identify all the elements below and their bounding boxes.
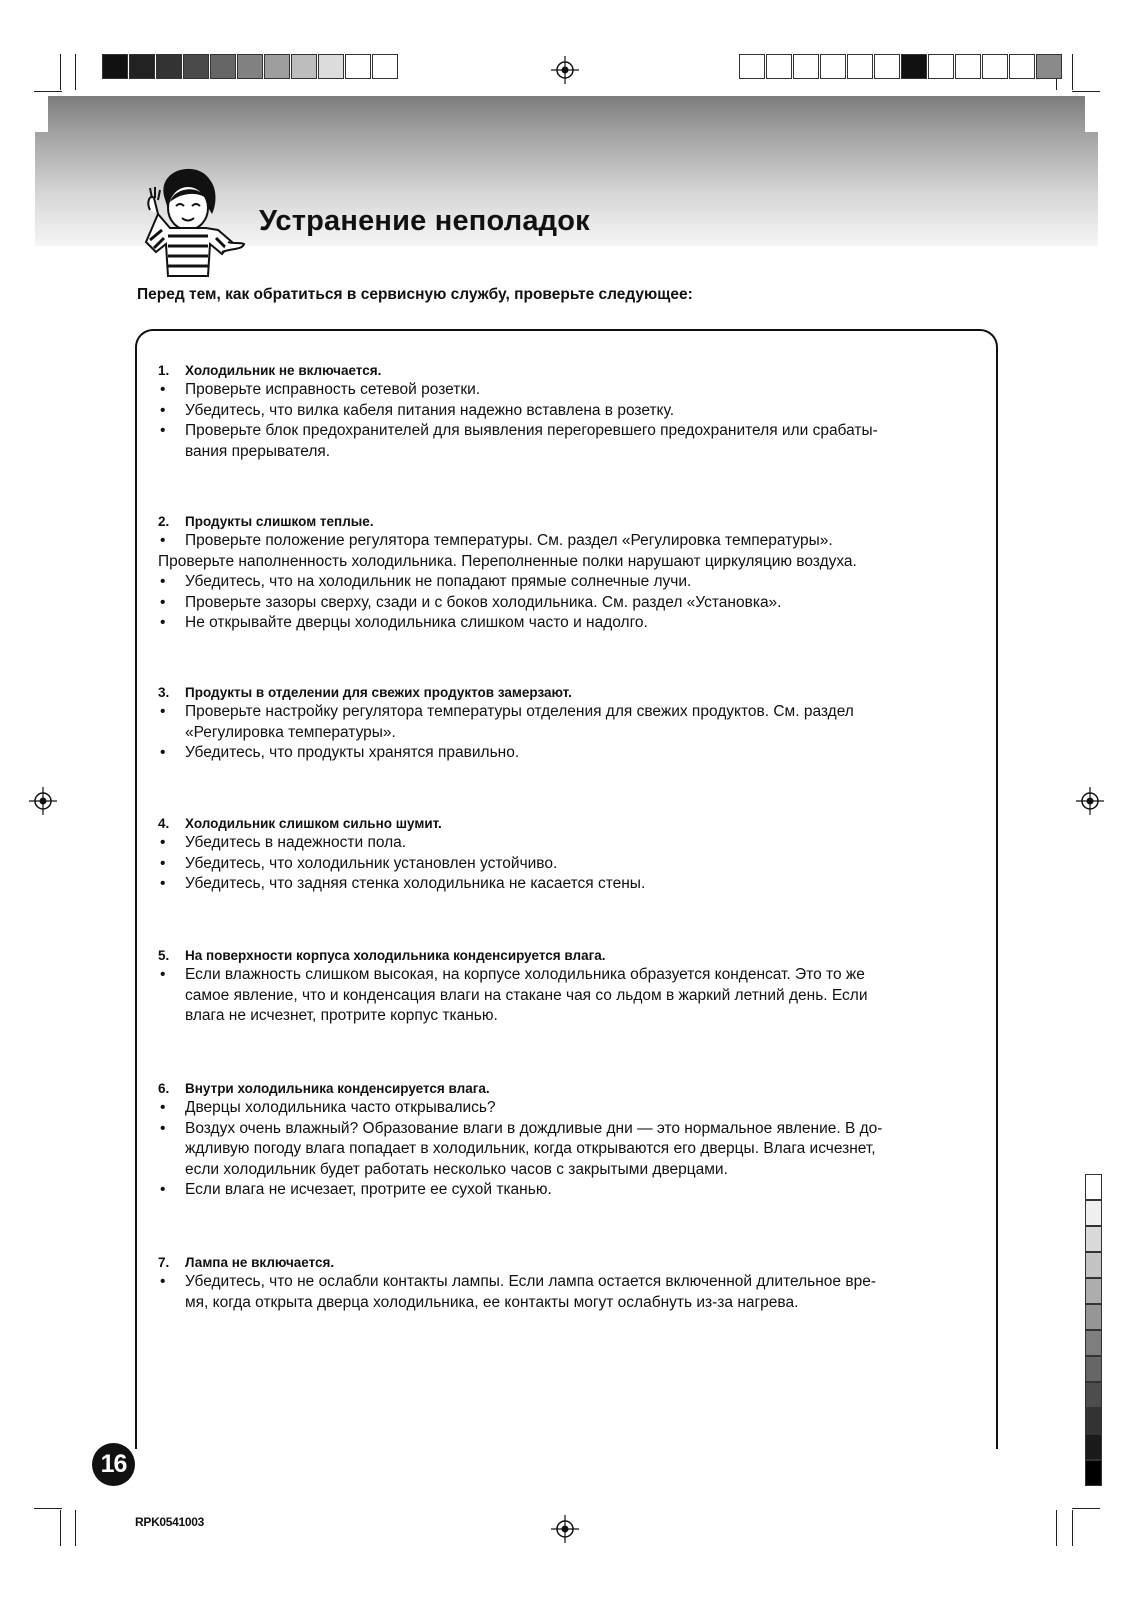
item-number: 7.	[158, 1255, 170, 1270]
bullet-icon: •	[160, 1099, 166, 1116]
calibration-swatch	[739, 54, 765, 79]
calibration-swatch	[820, 54, 846, 79]
waving-girl-mascot-icon	[136, 158, 248, 278]
crop-mark	[75, 1510, 76, 1546]
item-line: если холодильник будет работать несколько часов с закрытыми дверцами.	[185, 1160, 728, 1178]
item-heading	[158, 512, 958, 531]
calibration-swatch	[1036, 54, 1062, 79]
calibration-swatch	[1085, 1304, 1102, 1330]
crop-mark	[1072, 1508, 1100, 1509]
item-title: Холодильник слишком сильно шумит.	[185, 816, 442, 831]
calibration-swatch	[874, 54, 900, 79]
item-heading	[158, 683, 958, 702]
calibration-swatch	[210, 54, 236, 79]
item-line: • Проверьте блок предохранителей для выявления перегоревшего предохранителя или срабаты-	[158, 421, 958, 442]
item-line: • Убедитесь, что продукты хранятся правильно.	[158, 743, 958, 764]
crop-mark	[1072, 91, 1100, 92]
item-line: • Проверьте положение регулятора температуры. См. раздел «Регулировка температуры».	[158, 531, 958, 552]
calibration-swatch	[1085, 1356, 1102, 1382]
calibration-swatch	[1085, 1382, 1102, 1408]
item-line: вания прерывателя.	[185, 442, 331, 460]
bullet-icon: •	[160, 614, 166, 631]
bullet-icon: •	[160, 744, 166, 761]
troubleshooting-item	[158, 1079, 958, 1201]
calibration-swatch	[237, 54, 263, 79]
item-number: 5.	[158, 948, 170, 963]
item-line: • Дверцы холодильника часто открывались?	[158, 1098, 958, 1119]
calibration-swatch	[183, 54, 209, 79]
calibration-swatch	[1085, 1200, 1102, 1226]
bullet-icon: •	[160, 703, 166, 720]
calibration-swatch	[345, 54, 371, 79]
registration-mark-icon	[1076, 787, 1104, 815]
crop-mark	[60, 54, 61, 90]
bullet-icon: •	[160, 1181, 166, 1198]
item-line: • Убедитесь, что задняя стенка холодильника не касается стены.	[158, 874, 958, 895]
calibration-swatch	[982, 54, 1008, 79]
item-number: 3.	[158, 685, 170, 700]
item-line: «Регулировка температуры».	[185, 723, 396, 741]
item-heading	[158, 361, 958, 380]
troubleshooting-item	[158, 683, 958, 764]
item-heading	[158, 1079, 958, 1098]
crop-mark	[1056, 1510, 1057, 1546]
document-code: RPK0541003	[135, 1515, 205, 1529]
calibration-swatch	[318, 54, 344, 79]
calibration-swatch	[1085, 1278, 1102, 1304]
item-line: мя, когда открыта дверца холодильника, ее контакты могут ослабнуть из-за нагрева.	[185, 1293, 799, 1311]
item-line: Проверьте наполненность холодильника. Переполненные полки нарушают циркуляцию воздуха.	[158, 552, 857, 570]
item-title: Внутри холодильника конденсируется влага.	[185, 1081, 490, 1096]
intro-text: Перед тем, как обратиться в сервисную службу, проверьте следующее:	[137, 286, 693, 303]
registration-mark-icon	[551, 56, 579, 84]
calibration-swatch	[847, 54, 873, 79]
item-line: • Воздух очень влажный? Образование влаги в дождливые дни — это нормальное явление. В до-	[158, 1119, 958, 1140]
calibration-swatch	[793, 54, 819, 79]
troubleshooting-item	[158, 361, 958, 462]
bullet-icon: •	[160, 966, 166, 983]
item-line: • Не открывайте дверцы холодильника слишком часто и надолго.	[158, 613, 958, 634]
calibration-swatch	[955, 54, 981, 79]
item-line: самое явление, что и конденсация влаги на стакане чая со льдом в жаркий летний день. Если	[185, 986, 868, 1004]
item-line: влага не исчезнет, протрите корпус тканью.	[185, 1007, 498, 1024]
bullet-icon: •	[160, 401, 166, 419]
calibration-swatch	[1085, 1408, 1102, 1434]
bullet-icon: •	[160, 1119, 166, 1137]
item-number: 4.	[158, 816, 170, 831]
calibration-swatch	[1085, 1252, 1102, 1278]
item-number: 2.	[158, 514, 170, 529]
bullet-icon: •	[160, 834, 166, 851]
calibration-swatch	[1009, 54, 1035, 79]
color-calibration-bar-vertical	[1085, 1174, 1102, 1486]
bullet-icon: •	[160, 573, 166, 590]
troubleshooting-item	[158, 1253, 958, 1313]
page-number: 16	[92, 1443, 135, 1486]
item-line: • Убедитесь, что вилка кабеля питания надежно вставлена в розетку.	[158, 401, 958, 422]
item-number: 6.	[158, 1081, 170, 1096]
bullet-icon: •	[160, 422, 166, 439]
registration-mark-icon	[29, 787, 57, 815]
calibration-swatch	[1085, 1460, 1102, 1486]
color-calibration-bar-left	[102, 54, 399, 79]
bullet-icon: •	[160, 875, 166, 892]
item-line: • Проверьте исправность сетевой розетки.	[158, 380, 958, 401]
calibration-swatch	[1085, 1174, 1102, 1200]
calibration-swatch	[1085, 1434, 1102, 1460]
item-heading	[158, 946, 958, 965]
crop-mark	[34, 91, 62, 92]
calibration-swatch	[1085, 1226, 1102, 1252]
calibration-swatch	[129, 54, 155, 79]
crop-mark	[1072, 54, 1073, 90]
item-line: • Если влага не исчезает, протрите ее сухой тканью.	[158, 1180, 958, 1201]
bullet-icon: •	[160, 381, 166, 398]
item-line: • Проверьте зазоры сверху, сзади и с боков холодильника. См. раздел «Установка».	[158, 593, 958, 614]
bullet-icon: •	[160, 532, 166, 549]
calibration-swatch	[372, 54, 398, 79]
item-line: • Убедитесь, что холодильник установлен устойчиво.	[158, 854, 958, 875]
registration-mark-icon	[551, 1515, 579, 1543]
troubleshooting-item	[158, 946, 958, 1027]
page-title: Устранение неполадок	[259, 205, 590, 237]
troubleshooting-item	[158, 512, 958, 634]
crop-mark	[60, 1510, 61, 1546]
calibration-swatch	[102, 54, 128, 79]
item-line: • Убедитесь, что не ослабли контакты лампы. Если лампа остается включенной длительное вре-	[158, 1272, 958, 1293]
item-title: Продукты в отделении для свежих продуктов замерзают.	[185, 685, 572, 700]
item-line: • Убедитесь, что на холодильник не попадают прямые солнечные лучи.	[158, 572, 958, 593]
item-heading	[158, 814, 958, 833]
item-line: • Если влажность слишком высокая, на корпусе холодильника образуется конденсат. Это то же	[158, 965, 958, 986]
bullet-icon: •	[160, 854, 166, 872]
bullet-icon: •	[160, 1273, 166, 1290]
item-number: 1.	[158, 363, 170, 378]
item-line: • Убедитесь в надежности пола.	[158, 833, 958, 854]
calibration-swatch	[766, 54, 792, 79]
item-title: На поверхности корпуса холодильника конденсируется влага.	[185, 948, 606, 963]
crop-mark	[75, 54, 76, 90]
calibration-swatch	[156, 54, 182, 79]
troubleshooting-item	[158, 814, 958, 895]
item-heading	[158, 1253, 958, 1272]
item-line: • Проверьте настройку регулятора температуры отделения для свежих продуктов. См. раздел	[158, 702, 958, 723]
calibration-swatch	[901, 54, 927, 79]
calibration-swatch	[291, 54, 317, 79]
color-calibration-bar-right	[739, 54, 1063, 79]
item-title: Лампа не включается.	[185, 1255, 335, 1270]
calibration-swatch	[928, 54, 954, 79]
crop-mark	[34, 1508, 62, 1509]
bullet-icon: •	[160, 593, 166, 611]
item-title: Холодильник не включается.	[185, 363, 382, 378]
item-title: Продукты слишком теплые.	[185, 514, 374, 529]
item-line: ждливую погоду влага попадает в холодильник, когда открываются его дверцы. Влага исчезнет,	[185, 1140, 876, 1157]
calibration-swatch	[1085, 1330, 1102, 1356]
crop-mark	[1072, 1510, 1073, 1546]
calibration-swatch	[264, 54, 290, 79]
